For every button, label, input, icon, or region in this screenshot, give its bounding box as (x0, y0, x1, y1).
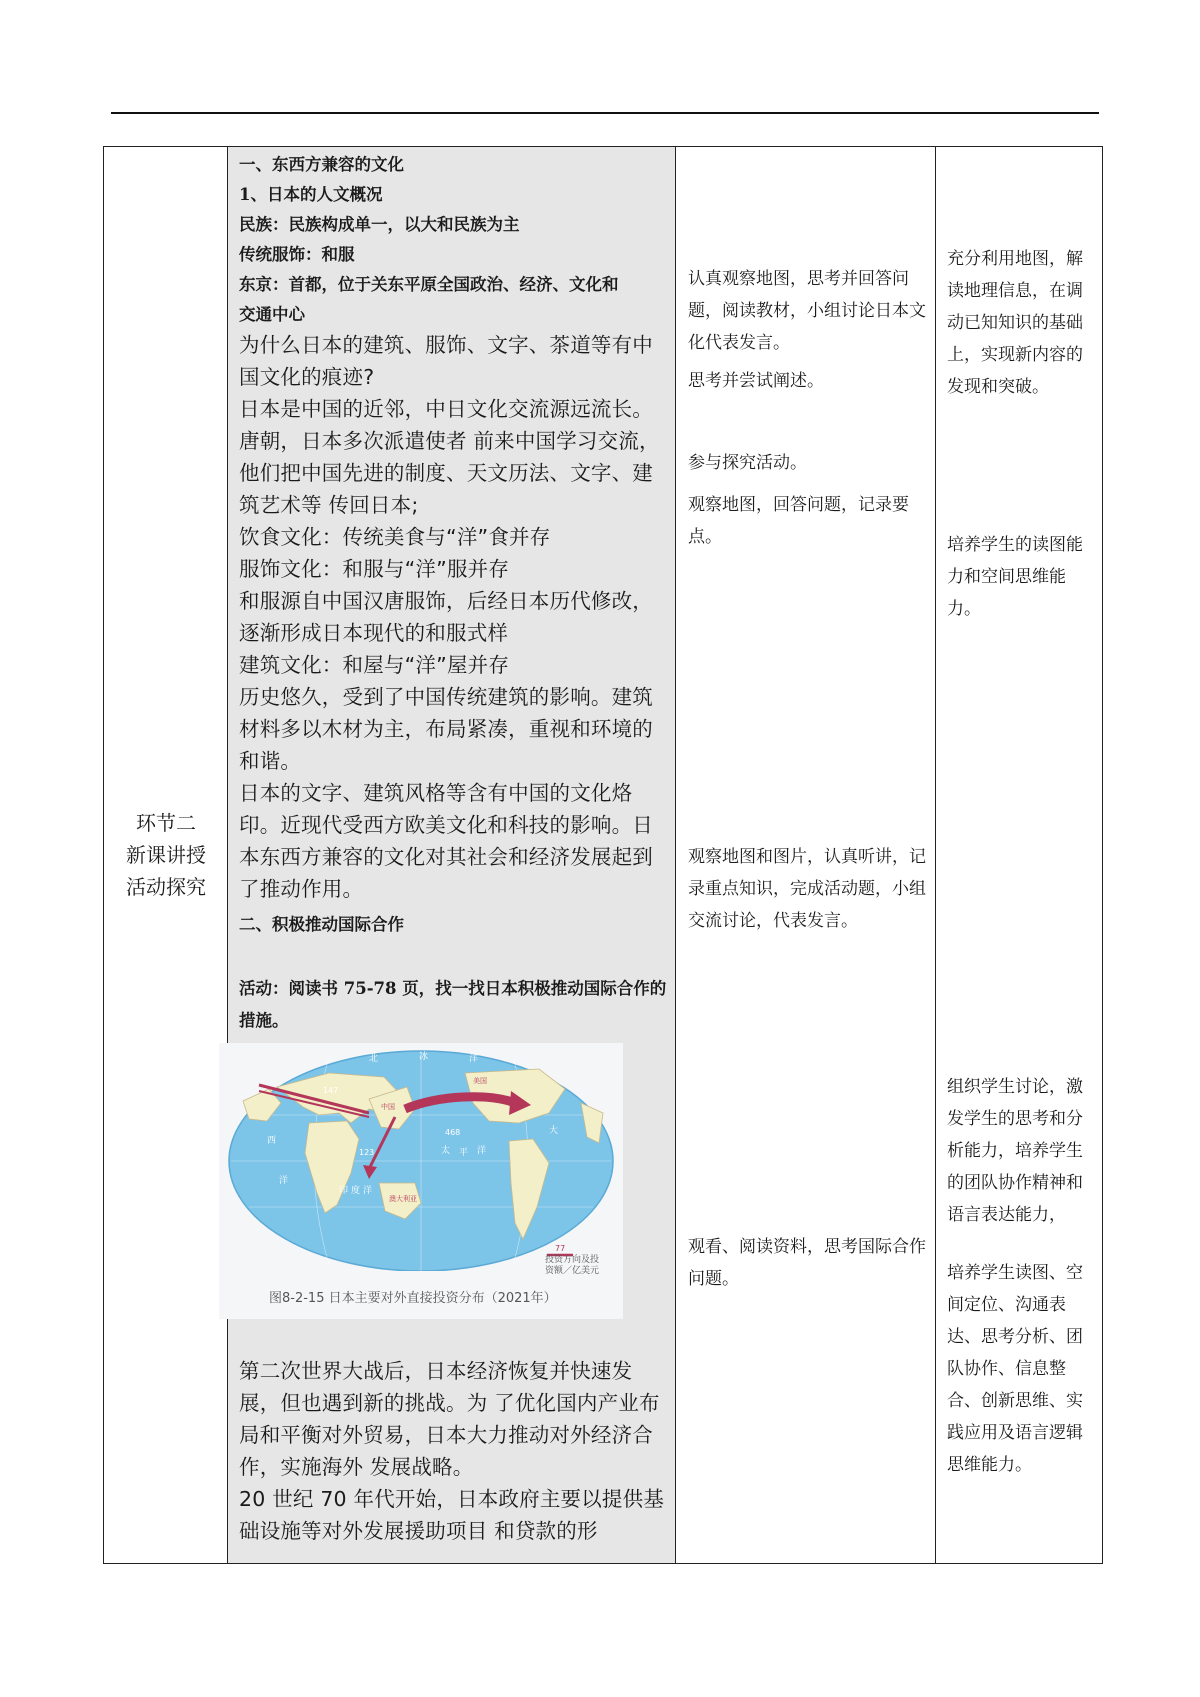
architecture-detail: 历史悠久，受到了中国传统建筑的影响。建筑材料多以木材为主，布局紧凑，重视和环境的和谐。 (239, 685, 653, 773)
map-label: 洋 (477, 1146, 487, 1156)
student-activity-1: 认真观察地图，思考并回答问题，阅读教材，小组讨论日本文化代表发言。 (688, 269, 926, 353)
food-text: 饮食文化：传统美食与“洋”食并存 (239, 525, 551, 549)
student-activity-2: 思考并尝试阐述。 (688, 371, 824, 391)
map-label: 度 (351, 1186, 361, 1196)
heading-ethnicity: 民族：民族构成单一，以大和民族为主 (239, 215, 520, 234)
map-legend (545, 1255, 599, 1277)
stage-label (104, 807, 228, 903)
map-label: 平 (459, 1148, 469, 1158)
stage-line-2: 新课讲授 (126, 843, 206, 867)
investment-value: 147 (323, 1086, 339, 1095)
map-legend-line-2: 资额／亿美元 (545, 1266, 600, 1276)
design-intent-4: 培养学生读图、空间定位、沟通表达、思考分析、团队协作、信息整合、创新思维、实践应用及语言逻辑思维能力。 (947, 1263, 1083, 1475)
content-column (228, 147, 676, 1563)
map-label: 洋 (363, 1186, 373, 1196)
heading-costume: 传统服饰：和服 (239, 245, 355, 264)
world-map-figure (219, 1043, 623, 1319)
header-rule (111, 112, 1099, 114)
design-intent-2: 培养学生的读图能力和空间思维能力。 (947, 535, 1083, 619)
investment-value: 123 (359, 1148, 375, 1157)
student-activity-6: 观看、阅读资料，思考国际合作问题。 (688, 1237, 926, 1289)
map-label: 澳大利亚 (389, 1195, 417, 1203)
map-label: 大 (549, 1126, 559, 1136)
student-activity-column (676, 147, 936, 1563)
map-label: 中国 (381, 1103, 395, 1111)
kimono-text: 和服源自中国汉唐服饰，后经日本历代修改，逐渐形成日本现代的和服式样 (239, 589, 653, 645)
design-intent-column (936, 147, 1102, 1563)
activity-instruction: 活动：阅读书 75-78 页，找一找日本积极推动国际合作的措施。 (239, 979, 667, 1030)
map-label: 太 (441, 1146, 451, 1156)
map-label: 洋 (469, 1054, 479, 1064)
question-text: 为什么日本的建筑、服饰、文字、茶道等有中国文化的痕迹? (239, 333, 653, 389)
map-caption: 图8-2-15 日本主要对外直接投资分布（2021年） (269, 1291, 557, 1306)
map-label: 洋 (279, 1176, 289, 1186)
heading-cooperation: 二、积极推动国际合作 (239, 915, 404, 934)
student-activity-5: 观察地图和图片，认真听讲，记录重点知识，完成活动题，小组交流讨论，代表发言。 (688, 847, 926, 931)
legend-value: 77 (555, 1244, 566, 1253)
aid-text: 20 世纪 70 年代开始，日本政府主要以提供基础设施等对外发展援助项目 和贷款的形 (239, 1487, 665, 1543)
clothing-text: 服饰文化：和服与“洋”服并存 (239, 557, 510, 581)
design-intent-1: 充分利用地图，解读地理信息，在调动已知知识的基础上，实现新内容的发现和突破。 (947, 249, 1083, 397)
investment-value: 468 (445, 1128, 461, 1137)
investment-map (219, 1043, 623, 1319)
heading-tokyo-2: 交通中心 (239, 305, 305, 324)
postwar-text: 第二次世界大战后，日本经济恢复并快速发展，但也遇到新的挑战。为 了优化国内产业布局和平衡对外贸易，日本大力推动对外经济合作，实施海外 发展战略。 (239, 1359, 660, 1479)
map-label: 西 (267, 1136, 277, 1146)
heading-culture: 一、东西方兼容的文化 (239, 155, 404, 174)
student-activity-4: 观察地图，回答问题，记录要点。 (688, 495, 909, 547)
map-label: 冰 (419, 1052, 429, 1062)
exchange-text: 日本是中国的近邻，中日文化交流源远流长。唐朝，日本多次派遣使者 前来中国学习交流，他们把中国先进的制度、天文历法、文字、建筑艺术等 传回日本; (239, 397, 660, 517)
architecture-text: 建筑文化：和屋与“洋”屋并存 (239, 653, 510, 677)
heading-overview: 1、日本的人文概况 (239, 185, 383, 204)
lesson-table (103, 146, 1103, 1564)
map-label: 北 (369, 1054, 379, 1064)
stage-line-1: 环节二 (136, 811, 196, 835)
map-label: 印 (339, 1186, 349, 1196)
heading-tokyo-1: 东京：首都，位于关东平原全国政治、经济、文化和 (239, 275, 619, 294)
stage-column (104, 147, 228, 1563)
map-legend-line-1: 投资方向及投 (545, 1255, 600, 1265)
map-label: 美国 (473, 1077, 487, 1085)
stage-line-3: 活动探究 (126, 875, 206, 899)
summary-text: 日本的文字、建筑风格等含有中国的文化烙印。近现代受西方欧美文化和科技的影响。日本东西方兼容的文化对其社会和经济发展起到了推动作用。 (239, 781, 653, 901)
student-activity-3: 参与探究活动。 (688, 453, 807, 473)
design-intent-3: 组织学生讨论，激发学生的思考和分析能力，培养学生的团队协作精神和语言表达能力， (947, 1077, 1083, 1225)
